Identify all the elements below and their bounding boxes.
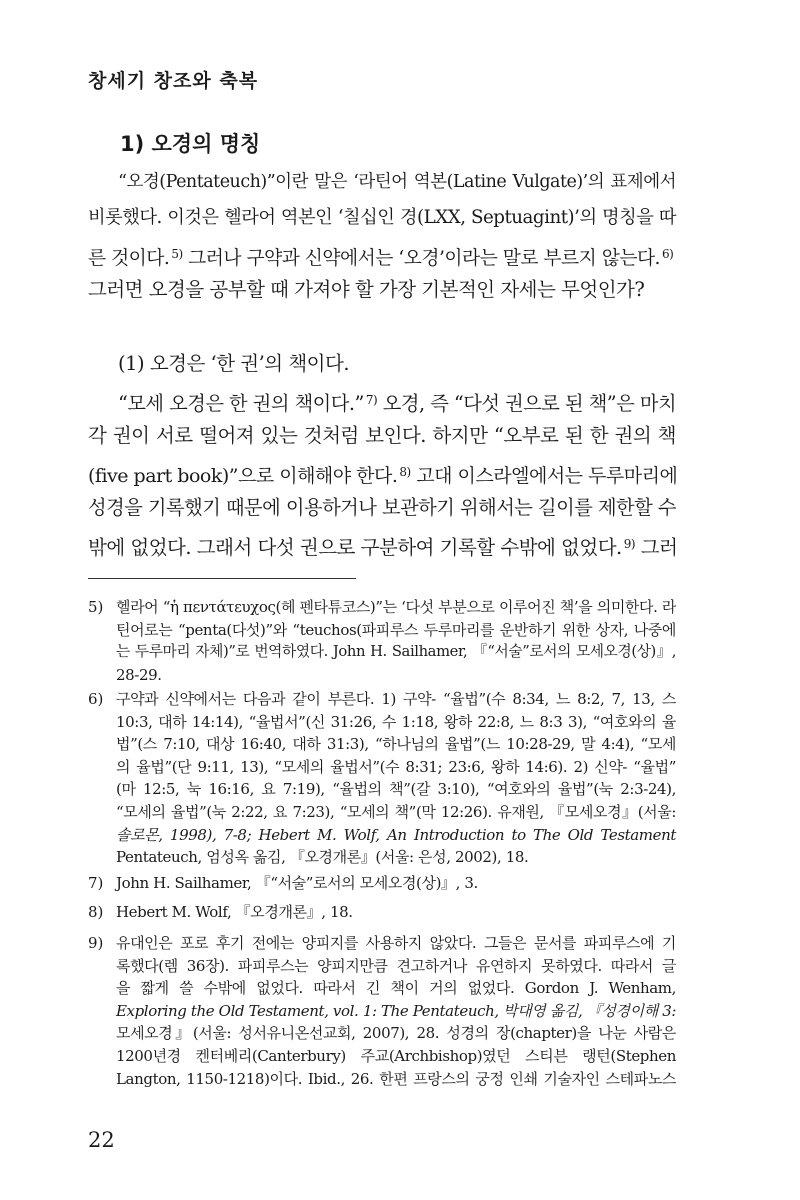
footnote-ref[interactable]: 9) <box>623 537 636 551</box>
footnote-line: 구약과 신약에서는 다음과 같이 부른다. 1) 구약- “율법”(수 8:34, 느 8:2, 7, 13, 스 <box>116 690 676 708</box>
footnote-line: Hebert M. Wolf, 『오경개론』, 18. <box>116 903 353 921</box>
footnote <box>88 872 676 895</box>
footnote-line: 28-29. <box>116 665 162 684</box>
footnote-number: 8) <box>88 903 104 921</box>
paragraph-line: 밖에 없었다. 그래서 다섯 권으로 구분하여 기록할 수밖에 없었다. $^{9)}$ 그러 <box>88 536 678 559</box>
footnote-line: (마 12:5, 눅 16:16, 요 7:19), “율법의 책”(갈 3:10), “여호와의 율법”(눅 2:3-24), <box>116 780 676 799</box>
paragraph-line: 그러면 오경을 공부할 때 가져야 할 가장 기본적인 자세는 무엇인가? <box>88 278 645 301</box>
footnote-ref[interactable]: 5) <box>171 247 183 261</box>
footnote-line: 틴어로는 “penta(다섯)”와 “teuchos(파피루스 두루마리를 운반하기 위한 상자, 나중에 <box>116 620 676 639</box>
footnote-line: 유대인은 포로 후기 전에는 양피지를 사용하지 않았다. 그들은 문서를 파피루스에 기 <box>116 934 676 952</box>
footnote-line: 는 두루마리 자체)”로 번역하였다. John H. Sailhamer, 『“서술”로서의 모세오경(상)』, <box>116 643 676 661</box>
footnote-ref[interactable]: 7) <box>365 393 378 407</box>
paragraph-line: (five part book)”으로 이해해야 한다. $^{8)}$ 고대 이스라엘에서는 두루마리에 <box>88 465 678 487</box>
page-number: 22 <box>88 1128 115 1152</box>
running-head: 창세기 창조와 축복 <box>88 70 259 92</box>
footnote-ref[interactable]: 6) <box>662 247 674 261</box>
footnote-number: 5) <box>88 598 104 616</box>
section-heading: 1) 오경의 명칭 <box>120 132 261 156</box>
subsection-heading: (1) 오경은 ‘한 권’의 책이다. <box>118 352 350 375</box>
paragraph-line: 성경을 기록했기 때문에 이용하거나 보관하기 위해서는 길이를 제한할 수 <box>88 496 676 519</box>
footnote-line: 헬라어 “ἡ πεντάτευχος(헤 펜타튜코스)”는 ‘다섯 부분으로 이루어진 책’을 의미한다. 라 <box>116 598 676 616</box>
paragraph-line: “모세 오경은 한 권의 책이다.” $^{7)}$ 오경, 즉 “다섯 권으로 된 책”은 마치 <box>118 392 677 415</box>
footnote-number: 7) <box>88 874 104 892</box>
footnote <box>88 596 676 686</box>
footnote <box>88 688 676 869</box>
footnote-line: Pentateuch, 엄성옥 옮김, 『오경개론』(서울: 은성, 2002), 18. <box>116 848 529 867</box>
footnote-divider <box>88 578 356 579</box>
footnote-line: Exploring the Old Testament, vol. 1: The Pentateuch, 박대영 옮김, 『성경이해 3: <box>116 1001 676 1020</box>
footnote-line: “모세의 율법”(눅 2:22, 요 7:23), “모세의 책”(막 12:26). 유재원, 『모세오경』(서울: <box>116 802 676 821</box>
paragraph-line: 른 것이다. $^{5)}$ 그러나 구약과 신약에서는 ‘오경’이라는 말로 부르지 않는다. $^{6)}$ <box>88 247 674 269</box>
footnote-line: 의 율법”(단 9:11, 13), “모세의 율법서”(수 8:31; 23:6, 왕하 14:6). 2) 신약- “율법” <box>116 757 676 776</box>
footnote-line: 10:3, 대하 14:14), “율법서”(신 31:26, 수 1:18, 왕하 22:8, 느 8:3 3), “여호와의 율 <box>116 712 676 731</box>
footnote-line: 1200년경 켄터베리(Canterbury) 주교(Archbishop)였던 스티븐 랭턴(Stephen <box>116 1046 676 1065</box>
footnote-line: 모세오경』(서울: 성서유니온선교회, 2007), 28. 성경의 장(chapter)을 나눈 사람은 <box>116 1024 676 1043</box>
paragraph-line: “오경(Pentateuch)”이란 말은 ‘라틴어 역본(Latine Vulgate)’의 표제에서 <box>118 172 676 192</box>
paragraph-line: 각 권이 서로 떨어져 있는 것처럼 보인다. 하지만 “오부로 된 한 권의 책 <box>88 424 676 447</box>
footnote-line: 법”(스 7:10, 대상 16:40, 대하 31:3), “하나님의 율법”(느 10:28-29, 말 4:4), “모세 <box>116 735 676 754</box>
paragraph-line: 비롯했다. 이것은 헬라어 역본인 ‘칠십인 경(LXX, Septuagint)’의 명칭을 따 <box>88 207 676 228</box>
footnote-number: 9) <box>88 934 104 952</box>
footnote-ref[interactable]: 8) <box>399 465 411 479</box>
footnote-line: 솔로몬, 1998), 7-8; Hebert M. Wolf, An Introduction to The Old Testament <box>116 825 676 844</box>
footnote <box>88 932 676 1090</box>
footnote-line: 록했다(렘 36장). 파피루스는 양피지만큼 견고하거나 유연하지 못하였다. 따라서 글 <box>116 956 676 975</box>
footnote-line: John H. Sailhamer, 『“서술”로서의 모세오경(상)』, 3. <box>116 874 478 892</box>
footnote-number: 6) <box>88 690 104 708</box>
footnote-line: Langton, 1150-1218)이다. Ibid., 26. 한편 프랑스의 궁정 인쇄 기술자인 스테파노스 <box>116 1069 676 1088</box>
footnote-line: 을 짧게 쓸 수밖에 없었다. 따라서 긴 책이 거의 없었다. Gordon J. Wenham, <box>116 979 676 998</box>
footnote <box>88 901 676 924</box>
